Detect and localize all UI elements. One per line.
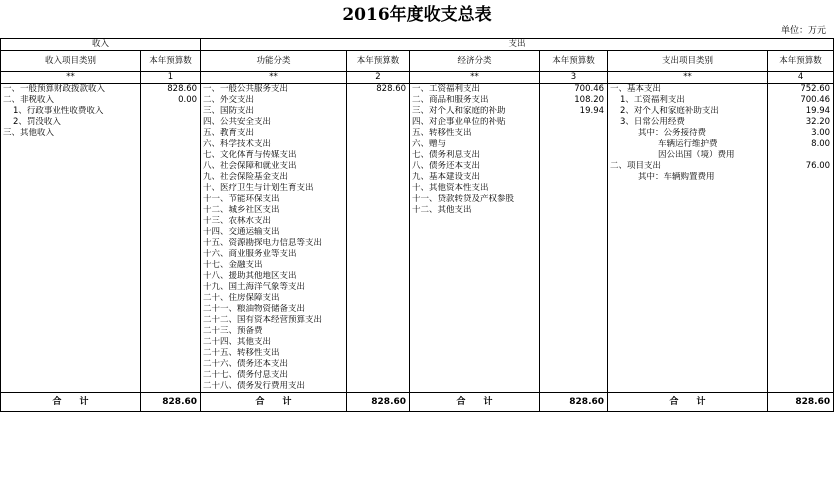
category-label: 一、基本支出 [608, 84, 768, 96]
functional-label: 十三、农林水支出 [201, 216, 347, 227]
income-value [141, 238, 201, 249]
income-label [1, 293, 141, 304]
table-row [1, 161, 834, 172]
income-label [1, 370, 141, 381]
income-label [1, 194, 141, 205]
functional-label: 十八、援助其他地区支出 [201, 271, 347, 282]
functional-label: 八、社会保障和就业支出 [201, 161, 347, 172]
category-label: 其中：公务接待费 [608, 128, 768, 139]
economic-value [540, 370, 608, 381]
table-row [1, 249, 834, 260]
expenditure-header: 支出 [201, 39, 834, 51]
income-header: 收入 [1, 39, 201, 51]
category-value [768, 293, 834, 304]
functional-value [347, 282, 410, 293]
functional-value [347, 326, 410, 337]
category-value: 8.00 [768, 139, 834, 150]
economic-label [410, 216, 540, 227]
category-value [768, 282, 834, 293]
exp-category-header: 支出项目类别 [608, 51, 768, 72]
table-row [1, 95, 834, 106]
functional-value [347, 260, 410, 271]
income-value [141, 282, 201, 293]
category-value [768, 359, 834, 370]
income-label [1, 161, 141, 172]
category-label [608, 304, 768, 315]
total-category: 828.60 [768, 393, 834, 412]
unit-label: 单位：万元 [780, 26, 826, 36]
income-value [141, 161, 201, 172]
economic-value [540, 315, 608, 326]
economic-value [540, 326, 608, 337]
income-value: 0.00 [141, 95, 201, 106]
economic-value: 700.46 [540, 84, 608, 96]
category-label: 1、工资福利支出 [608, 95, 768, 106]
economic-value [540, 348, 608, 359]
category-value [768, 205, 834, 216]
category-value [768, 249, 834, 260]
table-row [1, 106, 834, 117]
functional-label: 二十一、粮油物资储备支出 [201, 304, 347, 315]
category-value [768, 260, 834, 271]
economic-value [540, 381, 608, 393]
economic-value [540, 227, 608, 238]
functional-value [347, 227, 410, 238]
economic-label [410, 348, 540, 359]
income-value [141, 139, 201, 150]
economic-value [540, 271, 608, 282]
table-row [1, 271, 834, 282]
category-value [768, 227, 834, 238]
functional-value [347, 348, 410, 359]
income-value [141, 381, 201, 393]
economic-value [540, 161, 608, 172]
functional-value [347, 359, 410, 370]
functional-value [347, 315, 410, 326]
income-value [141, 117, 201, 128]
income-label [1, 348, 141, 359]
economic-label [410, 315, 540, 326]
category-label: 2、对个人和家庭补助支出 [608, 106, 768, 117]
functional-label: 十、医疗卫生与计划生育支出 [201, 183, 347, 194]
budget-header-3: 本年预算数 [540, 51, 608, 72]
income-value [141, 249, 201, 260]
economic-label [410, 249, 540, 260]
functional-value [347, 183, 410, 194]
economic-label [410, 326, 540, 337]
income-value [141, 106, 201, 117]
economic-value [540, 128, 608, 139]
index-star-2: ** [201, 72, 347, 84]
economic-value [540, 304, 608, 315]
category-label: 其中：车辆购置费用 [608, 172, 768, 183]
economic-label [410, 238, 540, 249]
income-value [141, 150, 201, 161]
income-value [141, 194, 201, 205]
income-category-header: 收入项目类别 [1, 51, 141, 72]
economic-value [540, 260, 608, 271]
economic-label [410, 260, 540, 271]
table-row [1, 260, 834, 271]
economic-value [540, 194, 608, 205]
functional-label: 十四、交通运输支出 [201, 227, 347, 238]
income-value [141, 205, 201, 216]
income-label [1, 282, 141, 293]
functional-value [347, 293, 410, 304]
functional-value [347, 117, 410, 128]
functional-value [347, 249, 410, 260]
index-row [1, 72, 834, 84]
table-row [1, 194, 834, 205]
functional-value [347, 128, 410, 139]
functional-label: 二十四、其他支出 [201, 337, 347, 348]
income-label [1, 381, 141, 393]
category-label: 3、日常公用经费 [608, 117, 768, 128]
income-label [1, 139, 141, 150]
header-row-top [1, 39, 834, 51]
income-label: 2、罚没收入 [1, 117, 141, 128]
category-value: 3.00 [768, 128, 834, 139]
functional-value [347, 139, 410, 150]
economic-value [540, 183, 608, 194]
income-value [141, 183, 201, 194]
category-label: 二、项目支出 [608, 161, 768, 172]
index-num-1: 1 [141, 72, 201, 84]
economic-label [410, 337, 540, 348]
functional-label: 九、社会保险基金支出 [201, 172, 347, 183]
table-row [1, 205, 834, 216]
income-value [141, 293, 201, 304]
category-label: 因公出国（境）费用 [608, 150, 768, 161]
index-star-1: ** [1, 72, 141, 84]
economic-value [540, 359, 608, 370]
income-value [141, 315, 201, 326]
category-label [608, 205, 768, 216]
income-label: 一、一般预算财政拨款收入 [1, 84, 141, 96]
category-label [608, 315, 768, 326]
functional-label: 二十三、预备费 [201, 326, 347, 337]
functional-label: 五、教育支出 [201, 128, 347, 139]
economic-label: 七、债务利息支出 [410, 150, 540, 161]
category-value [768, 183, 834, 194]
table-row [1, 282, 834, 293]
total-label-2: 合 计 [201, 393, 347, 412]
functional-label: 二、外交支出 [201, 95, 347, 106]
economic-value [540, 205, 608, 216]
income-label: 1、行政事业性收费收入 [1, 106, 141, 117]
income-label: 二、非税收入 [1, 95, 141, 106]
economic-label [410, 370, 540, 381]
category-label [608, 216, 768, 227]
functional-label: 二十五、转移性支出 [201, 348, 347, 359]
economic-label: 五、转移性支出 [410, 128, 540, 139]
economic-label: 八、债务还本支出 [410, 161, 540, 172]
functional-label: 三、国防支出 [201, 106, 347, 117]
functional-label: 六、科学技术支出 [201, 139, 347, 150]
category-label [608, 359, 768, 370]
table-row [1, 183, 834, 194]
economic-value [540, 150, 608, 161]
functional-value [347, 370, 410, 381]
functional-value [347, 381, 410, 393]
table-row [1, 172, 834, 183]
category-value: 32.20 [768, 117, 834, 128]
category-value [768, 194, 834, 205]
budget-header-1: 本年预算数 [141, 51, 201, 72]
functional-label: 十五、资源勘探电力信息等支出 [201, 238, 347, 249]
page-title: 2016年度收支总表 [342, 5, 492, 25]
table-row [1, 150, 834, 161]
economic-value [540, 282, 608, 293]
category-label [608, 249, 768, 260]
economic-value [540, 139, 608, 150]
functional-label: 十六、商业服务业等支出 [201, 249, 347, 260]
income-label: 三、其他收入 [1, 128, 141, 139]
category-value: 19.94 [768, 106, 834, 117]
income-label [1, 359, 141, 370]
economic-label: 十二、其他支出 [410, 205, 540, 216]
total-label-4: 合 计 [608, 393, 768, 412]
economic-value: 108.20 [540, 95, 608, 106]
economic-label [410, 227, 540, 238]
income-value [141, 326, 201, 337]
budget-header-2: 本年预算数 [347, 51, 410, 72]
income-value [141, 348, 201, 359]
category-value: 700.46 [768, 95, 834, 106]
economic-label [410, 381, 540, 393]
table-row [1, 128, 834, 139]
table-row [1, 359, 834, 370]
income-label [1, 227, 141, 238]
functional-value [347, 106, 410, 117]
economic-label [410, 359, 540, 370]
income-value [141, 216, 201, 227]
category-label [608, 238, 768, 249]
functional-label: 四、公共安全支出 [201, 117, 347, 128]
functional-value [347, 304, 410, 315]
category-label [608, 326, 768, 337]
income-value [141, 337, 201, 348]
table-row [1, 337, 834, 348]
economic-label: 十、其他资本性支出 [410, 183, 540, 194]
income-label [1, 271, 141, 282]
functional-value [347, 161, 410, 172]
total-functional: 828.60 [347, 393, 410, 412]
economic-label: 三、对个人和家庭的补助 [410, 106, 540, 117]
income-label [1, 238, 141, 249]
index-num-2: 2 [347, 72, 410, 84]
income-label [1, 216, 141, 227]
functional-value [347, 205, 410, 216]
table-row [1, 227, 834, 238]
functional-label: 十九、国土海洋气象等支出 [201, 282, 347, 293]
total-income: 828.60 [141, 393, 201, 412]
functional-value [347, 95, 410, 106]
category-value [768, 271, 834, 282]
total-label-1: 合 计 [1, 393, 141, 412]
income-value [141, 370, 201, 381]
category-label [608, 282, 768, 293]
category-value [768, 172, 834, 183]
functional-value [347, 216, 410, 227]
functional-header: 功能分类 [201, 51, 347, 72]
table-row [1, 117, 834, 128]
category-label [608, 381, 768, 393]
functional-label: 十二、城乡社区支出 [201, 205, 347, 216]
income-label [1, 337, 141, 348]
functional-label: 二十、住房保障支出 [201, 293, 347, 304]
functional-label: 二十六、债务还本支出 [201, 359, 347, 370]
economic-header: 经济分类 [410, 51, 540, 72]
functional-value [347, 150, 410, 161]
table-row [1, 139, 834, 150]
category-value [768, 216, 834, 227]
income-value [141, 359, 201, 370]
category-label [608, 260, 768, 271]
income-label [1, 326, 141, 337]
functional-label: 一、一般公共服务支出 [201, 84, 347, 96]
income-value [141, 304, 201, 315]
economic-value [540, 249, 608, 260]
economic-label: 二、商品和服务支出 [410, 95, 540, 106]
economic-label [410, 304, 540, 315]
index-num-4: 4 [768, 72, 834, 84]
table-row [1, 381, 834, 393]
category-label: 车辆运行维护费 [608, 139, 768, 150]
income-label [1, 304, 141, 315]
functional-label: 十七、金融支出 [201, 260, 347, 271]
economic-value [540, 117, 608, 128]
economic-label [410, 282, 540, 293]
income-label [1, 260, 141, 271]
economic-label: 六、赠与 [410, 139, 540, 150]
category-label [608, 194, 768, 205]
economic-value [540, 216, 608, 227]
category-value [768, 348, 834, 359]
category-value [768, 238, 834, 249]
category-value: 76.00 [768, 161, 834, 172]
income-label [1, 150, 141, 161]
functional-value [347, 337, 410, 348]
economic-value: 19.94 [540, 106, 608, 117]
income-value: 828.60 [141, 84, 201, 96]
category-value [768, 315, 834, 326]
economic-label [410, 271, 540, 282]
total-label-3: 合 计 [410, 393, 540, 412]
economic-value [540, 337, 608, 348]
total-row [1, 393, 834, 412]
functional-value [347, 238, 410, 249]
category-value [768, 337, 834, 348]
economic-label: 九、基本建设支出 [410, 172, 540, 183]
table-row [1, 326, 834, 337]
functional-label: 二十七、债务付息支出 [201, 370, 347, 381]
table-row [1, 216, 834, 227]
table-row [1, 348, 834, 359]
table-row [1, 293, 834, 304]
budget-header-4: 本年预算数 [768, 51, 834, 72]
header-row-columns [1, 51, 834, 72]
category-value [768, 370, 834, 381]
category-label [608, 337, 768, 348]
table-row [1, 370, 834, 381]
category-value [768, 304, 834, 315]
income-label [1, 183, 141, 194]
total-economic: 828.60 [540, 393, 608, 412]
functional-value [347, 194, 410, 205]
category-label [608, 293, 768, 304]
index-star-4: ** [608, 72, 768, 84]
income-label [1, 249, 141, 260]
income-label [1, 172, 141, 183]
index-num-3: 3 [540, 72, 608, 84]
income-value [141, 227, 201, 238]
index-star-3: ** [410, 72, 540, 84]
category-value [768, 326, 834, 337]
economic-label [410, 293, 540, 304]
category-label [608, 183, 768, 194]
category-label [608, 227, 768, 238]
category-label [608, 348, 768, 359]
economic-value [540, 293, 608, 304]
functional-label: 十一、节能环保支出 [201, 194, 347, 205]
functional-value [347, 271, 410, 282]
income-label [1, 205, 141, 216]
table-row [1, 315, 834, 326]
income-value [141, 260, 201, 271]
category-label [608, 370, 768, 381]
income-label [1, 315, 141, 326]
economic-value [540, 238, 608, 249]
functional-value [347, 172, 410, 183]
economic-label: 十一、贷款转贷及产权参股 [410, 194, 540, 205]
economic-label: 一、工资福利支出 [410, 84, 540, 96]
category-value: 752.60 [768, 84, 834, 96]
category-value [768, 150, 834, 161]
functional-label: 七、文化体育与传媒支出 [201, 150, 347, 161]
economic-value [540, 172, 608, 183]
functional-label: 二十八、债务发行费用支出 [201, 381, 347, 393]
functional-label: 二十二、国有资本经营预算支出 [201, 315, 347, 326]
table-row [1, 238, 834, 249]
table-row [1, 84, 834, 96]
income-value [141, 128, 201, 139]
income-value [141, 172, 201, 183]
economic-label: 四、对企事业单位的补贴 [410, 117, 540, 128]
functional-value: 828.60 [347, 84, 410, 96]
summary-table [0, 38, 834, 412]
category-value [768, 381, 834, 393]
table-row [1, 304, 834, 315]
income-value [141, 271, 201, 282]
category-label [608, 271, 768, 282]
